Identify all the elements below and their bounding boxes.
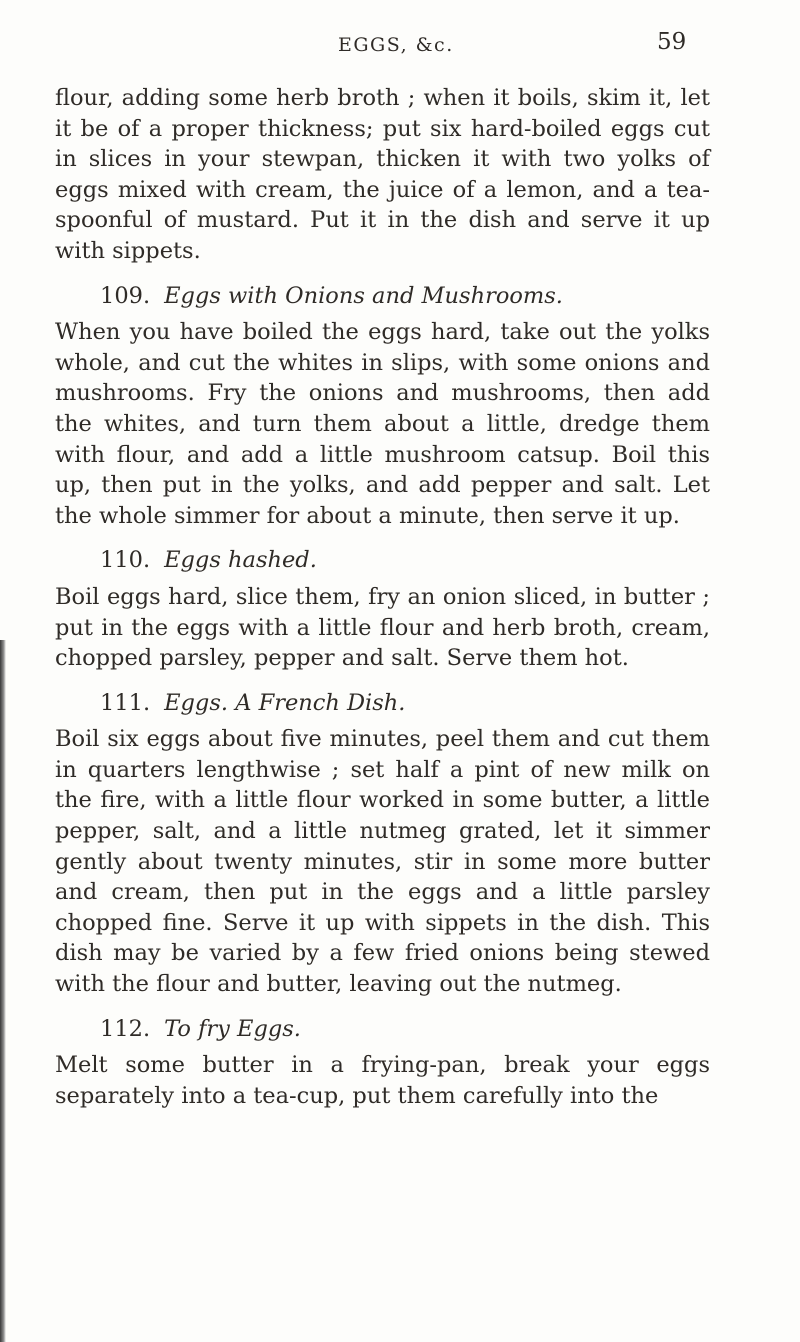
binding-edge-shadow xyxy=(0,640,6,1342)
recipe-body-111: Boil six eggs about five minutes, peel them and cut them in quarters lengthwise ; set half a pint of new milk on the fire, with a little flour worked in some butter, a little pepper, salt, and a little nutmeg grated, let it simmer gently about twenty minutes, stir in some more butter and cream, then put in the eggs and a little parsley chopped fine. Serve it up with sippets in the dish. This dish may be varied by a few fried onions being stewed with the flour and butter, leaving out the nutmeg. xyxy=(55,726,710,998)
page-number: 59 xyxy=(657,29,687,55)
running-head xyxy=(0,24,800,64)
recipe-title: Eggs with Onions and Mushrooms. xyxy=(164,282,563,309)
recipe-number: 110. xyxy=(100,547,151,574)
intro-paragraph: flour, adding some herb broth ; when it boils, skim it, let it be of a proper thickness; put six hard-boiled eggs cut in slices in your stewpan, thicken it with two yolks of eggs mixed with cream, the juice of a lemon, and a tea-spoonful of mustard. Put it in the dish and serve it up with sippets. xyxy=(55,85,710,264)
recipe-number: 112. xyxy=(100,1015,151,1042)
recipe-body-110: Boil eggs hard, slice them, fry an onion sliced, in butter ; put in the eggs with a little flour and herb broth, cream, chopped parsley, pepper and salt. Serve them hot. xyxy=(55,583,710,672)
recipe-number: 109. xyxy=(100,282,151,309)
recipe-title: Eggs hashed. xyxy=(164,547,317,574)
recipe-heading-110 xyxy=(55,545,710,576)
recipe-title: To fry Eggs. xyxy=(164,1015,301,1042)
recipe-heading-111 xyxy=(55,688,710,719)
running-title: EGGS, &c. xyxy=(338,34,454,56)
recipe-body-109: When you have boiled the eggs hard, take out the yolks whole, and cut the whites in slips, with some onions and mushrooms. Fry the onions and mushrooms, then add the whites, and turn them about a little, dredge them with flour, and add a little mushroom catsup. Boil this up, then put in the yolks, and add pepper and salt. Let the whole simmer for about a minute, then serve it up. xyxy=(55,319,710,529)
text-body xyxy=(55,83,710,1111)
recipe-body-112: Melt some butter in a frying-pan, break your eggs separately into a tea-cup, put them carefully into the xyxy=(55,1052,710,1109)
recipe-title: Eggs. A French Dish. xyxy=(164,689,406,716)
recipe-heading-109 xyxy=(55,281,710,312)
recipe-number: 111. xyxy=(100,689,151,716)
recipe-heading-112 xyxy=(55,1014,710,1045)
